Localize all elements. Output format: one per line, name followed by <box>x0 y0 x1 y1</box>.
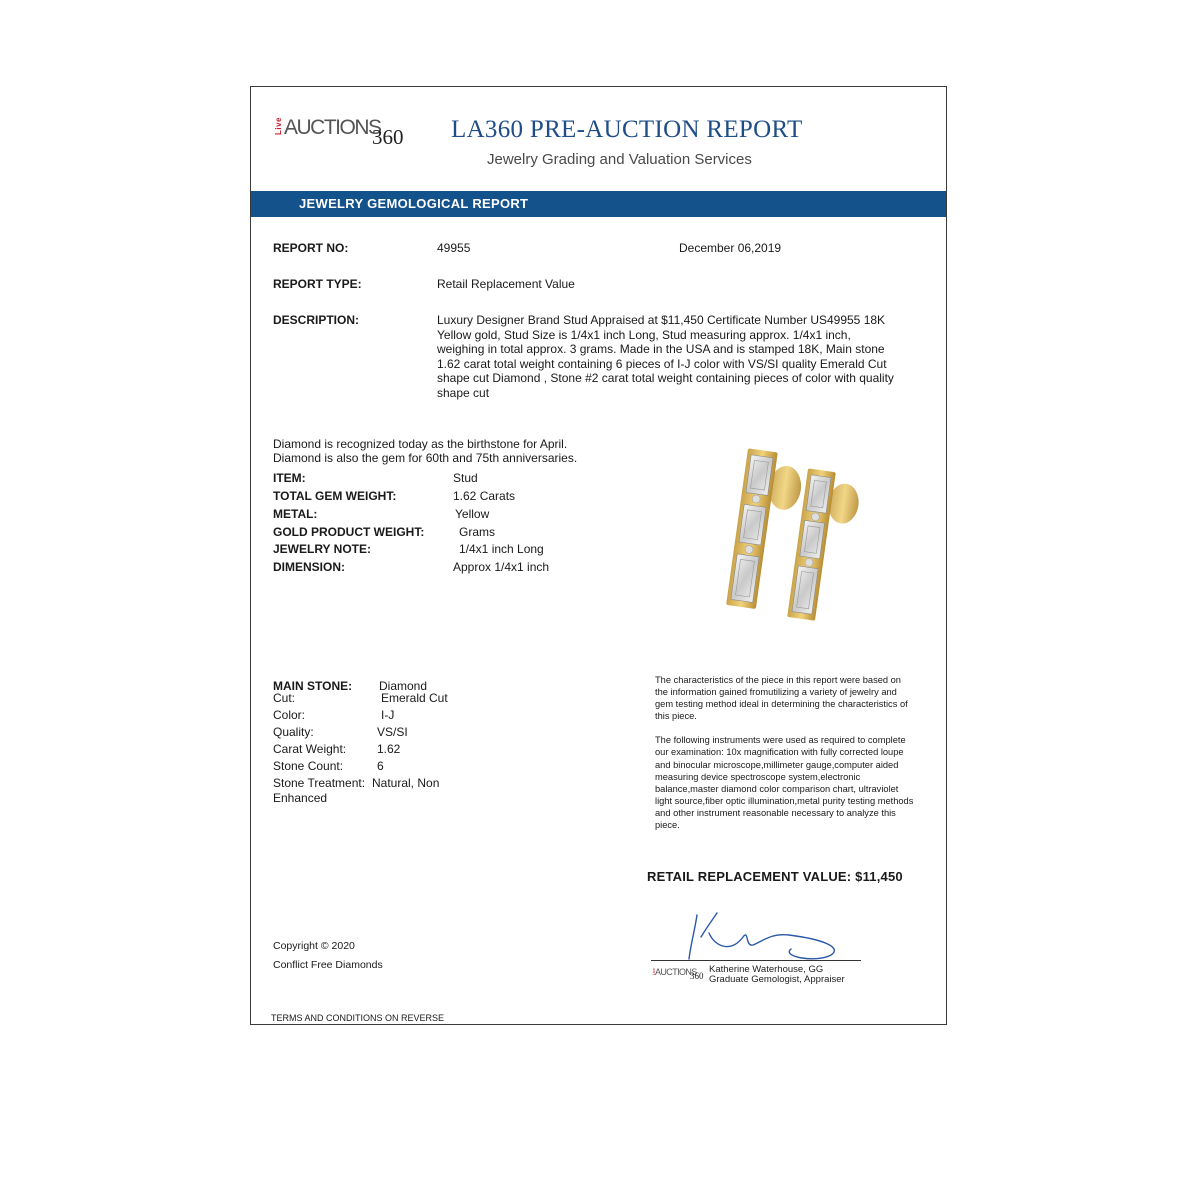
cut-value: Emerald Cut <box>381 691 448 705</box>
birthstone-line-2: Diamond is also the gem for 60th and 75th anniversaries. <box>273 451 578 465</box>
appraiser-title: Graduate Gemologist, Appraiser <box>709 974 845 985</box>
description-text: Luxury Designer Brand Stud Appraised at $11,450 Certificate Number US49955 18K Yellow gold, Stud Size is 1/4x1 inch Long, Stud measuring approx. 1/4x1 inch, weighing in total approx. 3 grams. Made in the USA and is stamped 18K, Main stone 1.62 carat total weight containing 6 pieces of I-J color with VS/SI quality Emerald Cut shape cut Diamond , Stone #2 carat total weight containing pieces of color with quality shape cut <box>437 313 894 400</box>
report-document <box>250 86 947 1025</box>
gold-weight-value: Grams <box>459 525 495 539</box>
jewelry-note-label: JEWELRY NOTE: <box>273 542 372 556</box>
characteristics-paragraph-1: The characteristics of the piece in this report were based on the information gained fromutilizing a variety of jewelry and gem testing method ideal in determining the characteristics of this piece. <box>655 675 908 722</box>
section-band-label: JEWELRY GEMOLOGICAL REPORT <box>299 196 529 211</box>
report-subtitle: Jewelry Grading and Valuation Services <box>487 151 752 168</box>
conflict-free-text: Conflict Free Diamonds <box>273 959 383 971</box>
emerald-cut-earrings-image <box>681 423 907 653</box>
carat-weight-value: 1.62 <box>377 742 401 756</box>
dimension-label: DIMENSION: <box>273 560 345 574</box>
item-label: ITEM: <box>273 471 306 485</box>
report-date: December 06,2019 <box>679 241 782 255</box>
quality-value: VS/SI <box>377 725 408 739</box>
appraiser-credit <box>709 965 845 985</box>
appraiser-name: Katherine Waterhouse, GG <box>709 964 824 975</box>
report-no-label: REPORT NO: <box>273 241 349 255</box>
signature-line <box>651 960 861 961</box>
report-title: LA360 PRE-AUCTION REPORT <box>451 116 803 143</box>
cut-label: Cut: <box>273 691 296 705</box>
color-label: Color: <box>273 708 306 722</box>
stone-treatment-value: Natural, Non <box>372 776 440 790</box>
metal-label: METAL: <box>273 507 318 521</box>
main-stone-label: MAIN STONE: <box>273 679 353 693</box>
item-value: Stud <box>453 471 478 485</box>
auctions360-logo: Live AUCTIONS 360 <box>274 116 404 149</box>
birthstone-line-1: Diamond is recognized today as the birthstone for April. <box>273 437 568 451</box>
carat-weight-label: Carat Weight: <box>273 742 347 756</box>
report-type-label: REPORT TYPE: <box>273 277 362 291</box>
characteristics-text <box>655 674 915 843</box>
total-gem-weight-label: TOTAL GEM WEIGHT: <box>273 489 397 503</box>
quality-label: Quality: <box>273 725 314 739</box>
earrings-photo <box>681 423 907 653</box>
jewelry-note-value: 1/4x1 inch Long <box>459 542 544 556</box>
stone-treatment-label: Stone Treatment: <box>273 776 366 790</box>
copyright-text: Copyright © 2020 <box>273 940 355 952</box>
stone-count-label: Stone Count: <box>273 759 344 773</box>
appraiser-logo: Live AUCTIONS 360 <box>651 967 704 981</box>
metal-value: Yellow <box>455 507 490 521</box>
section-band <box>251 191 946 217</box>
main-stone-value: Diamond <box>379 679 428 693</box>
dimension-value: Approx 1/4x1 inch <box>453 560 550 574</box>
description-label: DESCRIPTION: <box>273 313 360 327</box>
gold-weight-label: GOLD PRODUCT WEIGHT: <box>273 525 425 539</box>
stone-count-value: 6 <box>377 759 384 773</box>
terms-note: TERMS AND CONDITIONS ON REVERSE <box>271 1013 445 1023</box>
total-gem-weight-value: 1.62 Carats <box>453 489 516 503</box>
appraiser-signature <box>671 907 871 967</box>
color-value: I-J <box>381 708 395 722</box>
retail-replacement-value: RETAIL REPLACEMENT VALUE: $11,450 <box>647 869 903 884</box>
instruments-paragraph: The following instruments were used as required to complete our examination: 10x magnification with fully corrected loupe and binocular microscope,millimeter gauge,computer aided measuring device spectroscope system,electronic balance,master diamond color comparison chart, ultraviolet light source,fiber optic illumination,metal purity testing methods and other instrument reasonable necessary to analyze this piece. <box>655 735 914 831</box>
report-no-value: 49955 <box>437 241 471 255</box>
stone-treatment-continued: Enhanced <box>273 791 328 805</box>
birthstone-note <box>273 437 577 465</box>
report-type-value: Retail Replacement Value <box>437 277 575 291</box>
